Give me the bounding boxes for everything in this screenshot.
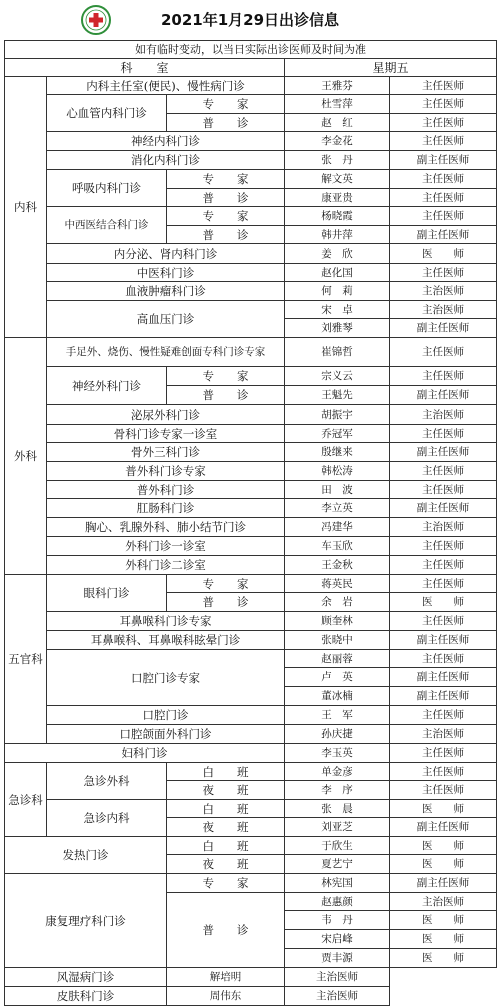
- doctor-name: 孙庆捷: [285, 725, 390, 744]
- service-type: 专 家: [167, 170, 285, 189]
- doctor-name: 赵 红: [285, 114, 390, 132]
- doctor-title: 主任医师: [390, 650, 497, 668]
- doctor-title: 主任医师: [390, 189, 497, 207]
- doctor-name: 乔冠军: [285, 425, 390, 443]
- department-name: 血液肿瘤科门诊: [47, 282, 285, 301]
- doctor-title: 主任医师: [390, 706, 497, 725]
- table-row: [5, 874, 497, 893]
- category-label: 内科: [5, 77, 47, 338]
- department-name: 神经外科门诊: [47, 367, 167, 405]
- doctor-name: 李 序: [285, 781, 390, 800]
- doctor-name: 于欣生: [285, 837, 390, 855]
- doctor-title: 主任医师: [390, 367, 497, 386]
- table-row: [5, 763, 497, 781]
- table-row: [5, 170, 497, 189]
- doctor-name: 余 岩: [285, 593, 390, 612]
- department-name: 风湿病门诊: [5, 968, 167, 987]
- doctor-name: 赵丽蓉: [285, 650, 390, 668]
- doctor-name: 崔锦哲: [285, 338, 390, 367]
- doctor-name: 杨晓霞: [285, 207, 390, 226]
- doctor-name: 刘雅琴: [285, 319, 390, 338]
- category-label: 五官科: [5, 575, 47, 744]
- department-name: 耳鼻喉科、耳鼻喉科眩晕门诊: [47, 631, 285, 650]
- doctor-name: 王金秋: [285, 556, 390, 575]
- department-name: 康复理疗科门诊: [5, 874, 167, 968]
- notice-text: 如有临时变动，以当日实际出诊医师及时间为准: [5, 41, 497, 59]
- doctor-name: 单金彦: [285, 763, 390, 781]
- table-row: [5, 338, 497, 367]
- doctor-name: 何 莉: [285, 282, 390, 301]
- service-type: 白 班: [167, 837, 285, 855]
- table-row: [5, 462, 497, 481]
- dept-column-header: 科 室: [5, 59, 285, 77]
- doctor-title: 副主任医师: [390, 319, 497, 338]
- schedule-table: [4, 40, 497, 1006]
- doctor-title: 主任医师: [390, 425, 497, 443]
- department-name: 眼科门诊: [47, 575, 167, 612]
- doctor-name: 韩松涛: [285, 462, 390, 481]
- service-type: 专 家: [167, 367, 285, 386]
- department-name: 外科门诊二诊室: [47, 556, 285, 575]
- doctor-name: 刘亚芝: [285, 818, 390, 837]
- doctor-title: 主任医师: [390, 763, 497, 781]
- department-name: 口腔颌面外科门诊: [47, 725, 285, 744]
- department-name: 普外科门诊: [47, 481, 285, 499]
- department-name: 中西医结合科门诊: [47, 207, 167, 244]
- doctor-title: 副主任医师: [390, 386, 497, 405]
- doctor-title: 主治医师: [390, 405, 497, 425]
- department-name: 急诊外科: [47, 763, 167, 800]
- service-type: 普 诊: [167, 226, 285, 244]
- doctor-title: 副主任医师: [390, 874, 497, 893]
- doctor-name: 李立英: [285, 499, 390, 518]
- table-row: [5, 744, 497, 763]
- service-type: 专 家: [167, 95, 285, 114]
- table-row: [5, 837, 497, 855]
- table-row: [5, 612, 497, 631]
- doctor-name: 赵惠颜: [285, 893, 390, 911]
- doctor-title: 主任医师: [390, 537, 497, 556]
- department-name: 消化内科门诊: [47, 151, 285, 170]
- department-name: 呼吸内科门诊: [47, 170, 167, 207]
- service-type: 白 班: [167, 800, 285, 818]
- doctor-name: 韩井萍: [285, 226, 390, 244]
- doctor-title: 主治医师: [390, 893, 497, 911]
- doctor-name: 张 丹: [285, 151, 390, 170]
- doctor-title: 主治医师: [390, 518, 497, 537]
- doctor-title: 医 师: [390, 930, 497, 949]
- doctor-title: 医 师: [390, 949, 497, 968]
- table-row: [5, 244, 497, 264]
- table-row: [5, 537, 497, 556]
- department-name: 手足外、烧伤、慢性疑难创面专科门诊专家: [47, 338, 285, 367]
- doctor-title: 医 师: [390, 911, 497, 930]
- doctor-title: 主任医师: [390, 132, 497, 151]
- doctor-title: 主任医师: [390, 481, 497, 499]
- doctor-name: 贾丰源: [285, 949, 390, 968]
- doctor-title: 医 师: [390, 855, 497, 874]
- day-column-header: 星期五: [285, 59, 497, 77]
- doctor-name: 蒋英民: [285, 575, 390, 593]
- doctor-title: 医 师: [390, 593, 497, 612]
- doctor-title: 副主任医师: [390, 818, 497, 837]
- page-title: 2021年1月29日出诊信息: [160, 11, 340, 29]
- doctor-name: 车玉欣: [285, 537, 390, 556]
- doctor-name: 卢 英: [285, 668, 390, 687]
- table-row: [5, 95, 497, 114]
- department-name: 泌尿外科门诊: [47, 405, 285, 425]
- doctor-title: 主任医师: [390, 170, 497, 189]
- department-name: 中医科门诊: [47, 264, 285, 282]
- service-type: 白 班: [167, 763, 285, 781]
- doctor-name: 胡振宇: [285, 405, 390, 425]
- department-name: 口腔门诊: [47, 706, 285, 725]
- department-name: 妇科门诊: [5, 744, 285, 763]
- doctor-title: 主任医师: [390, 207, 497, 226]
- doctor-name: 宗义云: [285, 367, 390, 386]
- doctor-title: 主治医师: [285, 987, 390, 1006]
- doctor-title: 主任医师: [390, 744, 497, 763]
- department-name: 发热门诊: [5, 837, 167, 874]
- doctor-title: 副主任医师: [390, 226, 497, 244]
- table-row: [5, 405, 497, 425]
- doctor-title: 主任医师: [390, 77, 497, 95]
- doctor-title: 主任医师: [390, 95, 497, 114]
- doctor-title: 主治医师: [390, 301, 497, 319]
- table-row: [5, 443, 497, 462]
- department-name: 口腔门诊专家: [47, 650, 285, 706]
- doctor-title: 主任医师: [390, 264, 497, 282]
- table-row: [5, 499, 497, 518]
- doctor-name: 杜雪萍: [285, 95, 390, 114]
- table-row: [5, 151, 497, 170]
- doctor-title: 医 师: [390, 837, 497, 855]
- doctor-name: 王 军: [285, 706, 390, 725]
- doctor-title: 主任医师: [390, 781, 497, 800]
- doctor-name: 姜 欣: [285, 244, 390, 264]
- service-type: 普 诊: [167, 189, 285, 207]
- doctor-title: 主治医师: [390, 282, 497, 301]
- doctor-title: 医 师: [390, 800, 497, 818]
- service-type: 普 诊: [167, 893, 285, 968]
- table-row: [5, 725, 497, 744]
- table-row: [5, 425, 497, 443]
- doctor-title: 副主任医师: [390, 443, 497, 462]
- department-name: 急诊内科: [47, 800, 167, 837]
- table-row: [5, 968, 497, 987]
- doctor-title: 主任医师: [390, 338, 497, 367]
- doctor-title: 主任医师: [390, 575, 497, 593]
- table-row: [5, 800, 497, 818]
- department-name: 骨科门诊专家一诊室: [47, 425, 285, 443]
- service-type: 专 家: [167, 874, 285, 893]
- table-row: [5, 556, 497, 575]
- doctor-name: 宋启峰: [285, 930, 390, 949]
- service-type: 专 家: [167, 575, 285, 593]
- doctor-name: 田 波: [285, 481, 390, 499]
- doctor-name: 解文英: [285, 170, 390, 189]
- doctor-name: 王雅芬: [285, 77, 390, 95]
- table-row: [5, 264, 497, 282]
- service-type: 专 家: [167, 207, 285, 226]
- service-type: 夜 班: [167, 855, 285, 874]
- doctor-name: 韦 丹: [285, 911, 390, 930]
- table-row: [5, 987, 497, 1006]
- doctor-name: 顾奎林: [285, 612, 390, 631]
- doctor-name: 解培明: [167, 968, 285, 987]
- department-name: 内分泌、肾内科门诊: [47, 244, 285, 264]
- doctor-title: 副主任医师: [390, 631, 497, 650]
- doctor-title: 副主任医师: [390, 151, 497, 170]
- category-label: 急诊科: [5, 763, 47, 837]
- doctor-title: 医 师: [390, 244, 497, 264]
- doctor-name: 林宪国: [285, 874, 390, 893]
- department-name: 普外科门诊专家: [47, 462, 285, 481]
- doctor-name: 王魁先: [285, 386, 390, 405]
- doctor-name: 赵化国: [285, 264, 390, 282]
- doctor-name: 冯建华: [285, 518, 390, 537]
- doctor-title: 副主任医师: [390, 499, 497, 518]
- doctor-name: 董冰楠: [285, 687, 390, 706]
- table-row: [5, 706, 497, 725]
- department-name: 骨外三科门诊: [47, 443, 285, 462]
- doctor-name: 周伟东: [167, 987, 285, 1006]
- department-name: 外科门诊一诊室: [47, 537, 285, 556]
- doctor-title: 主任医师: [390, 462, 497, 481]
- department-name: 肛肠科门诊: [47, 499, 285, 518]
- doctor-title: 副主任医师: [390, 668, 497, 687]
- department-name: 耳鼻喉科门诊专家: [47, 612, 285, 631]
- doctor-title: 副主任医师: [390, 687, 497, 706]
- doctor-name: 殷继来: [285, 443, 390, 462]
- table-row: [5, 207, 497, 226]
- table-row: [5, 367, 497, 386]
- service-type: 普 诊: [167, 593, 285, 612]
- service-type: 普 诊: [167, 114, 285, 132]
- department-name: 高血压门诊: [47, 301, 285, 338]
- doctor-name: 宋 卓: [285, 301, 390, 319]
- doctor-name: 张晓中: [285, 631, 390, 650]
- doctor-title: 主任医师: [390, 114, 497, 132]
- department-name: 神经内科门诊: [47, 132, 285, 151]
- doctor-title: 主任医师: [390, 556, 497, 575]
- doctor-name: 李玉英: [285, 744, 390, 763]
- table-row: [5, 575, 497, 593]
- service-type: 夜 班: [167, 781, 285, 800]
- table-row: [5, 301, 497, 319]
- table-row: [5, 481, 497, 499]
- department-name: 内科主任室(便民)、慢性病门诊: [47, 77, 285, 95]
- category-label: 外科: [5, 338, 47, 575]
- doctor-name: 康亚贵: [285, 189, 390, 207]
- service-type: 夜 班: [167, 818, 285, 837]
- department-name: 心血管内科门诊: [47, 95, 167, 132]
- doctor-name: 夏艺宁: [285, 855, 390, 874]
- table-row: [5, 518, 497, 537]
- department-name: 胸心、乳腺外科、肺小结节门诊: [47, 518, 285, 537]
- service-type: 普 诊: [167, 386, 285, 405]
- doctor-title: 主治医师: [285, 968, 390, 987]
- doctor-title: 主任医师: [390, 612, 497, 631]
- table-row: [5, 132, 497, 151]
- doctor-name: 李金花: [285, 132, 390, 151]
- table-row: [5, 77, 497, 95]
- table-row: [5, 631, 497, 650]
- doctor-name: 张 晨: [285, 800, 390, 818]
- doctor-title: 主治医师: [390, 725, 497, 744]
- department-name: 皮肤科门诊: [5, 987, 167, 1006]
- table-row: [5, 650, 497, 668]
- table-row: [5, 282, 497, 301]
